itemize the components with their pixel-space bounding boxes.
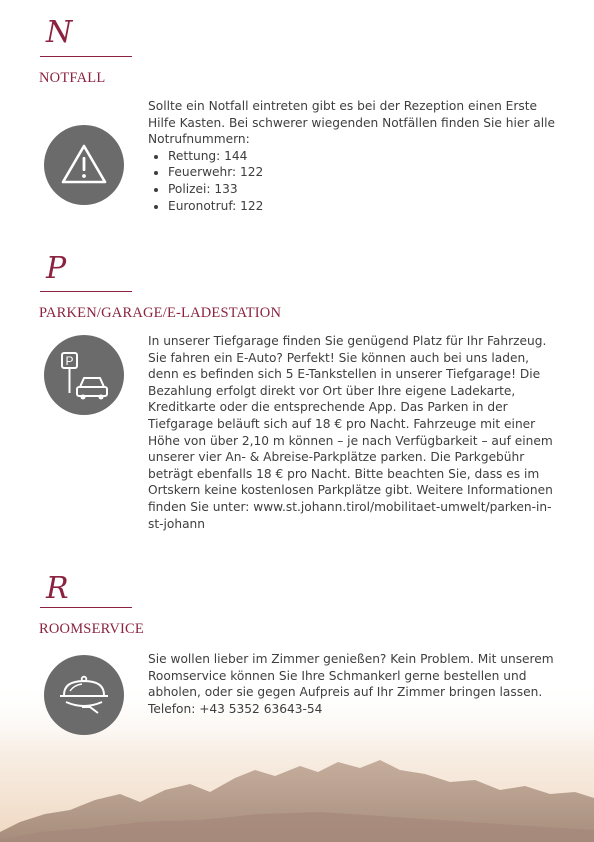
divider [40,291,132,292]
notfall-text: Sollte ein Notfall eintreten gibt es bei der Rezeption einen Erste Hilfe Kasten. Bei schwerer wiegenden Notfällen finden Sie hier alle Notrufnummern: [148,99,556,147]
list-item: • Feuerwehr: 122 [168,164,563,181]
section-letter: P [46,251,67,286]
svg-text:P: P [65,354,74,368]
section-body: In unserer Tiefgarage finden Sie genügend Platz für Ihr Fahrzeug. Sie fahren ein E-Auto? Perfekt! Sie können auch bei uns laden, denn es befinden sich 5 E-Tankstellen in unserer Tiefgarage! Die Bezahlung erfolgt direkt vor Ort über Ihre eigene Ladekarte, Kreditkarte oder die entsprechende App. Das Parken in der Tiefgarage beläuft sich auf 18 € pro Nacht. Fahrzeuge mit einer Höhe von über 2,10 m können – je nach Verfügbarkeit – auf einem unserer vier An- & Abreise-Parkplätze parken. Die Parkgebühr beträgt ebenfalls 18 € pro Nacht. Bitte beachten Sie, dass es im Ortskern keine kostenlosen Parkplätze gibt. Weitere Informationen finden Sie unter: www.st.johann.tirol/mobilitaet-umwelt/parken-in-st-johann [148,334,553,531]
section-letter: N [46,15,73,50]
section-body [148,651,563,717]
section-heading: NOTFALL [39,70,106,86]
emergency-number-list [148,148,563,214]
list-item: • Euronotruf: 122 [168,198,563,215]
roomservice-text: Sie wollen lieber im Zimmer genießen? Kein Problem. Mit unserem Roomservice können Sie Ihre Schmankerl gerne bestellen und abholen, oder sie gegen Aufpreis auf Ihr Zimmer bringen lassen. [148,652,554,700]
cloche-serving-icon [44,655,124,735]
list-item: • Rettung: 144 [168,148,563,165]
divider [40,56,132,57]
section-letter: R [46,571,69,606]
section-heading: PARKEN/GARAGE/E-LADESTATION [39,305,282,321]
divider [40,607,132,608]
phone-number: Telefon: +43 5352 63643-54 [148,701,323,716]
warning-triangle-icon [44,125,124,205]
parking-car-icon [44,335,124,415]
section-body [148,98,563,214]
section-heading: ROOMSERVICE [39,621,144,637]
list-item: • Polizei: 133 [168,181,563,198]
